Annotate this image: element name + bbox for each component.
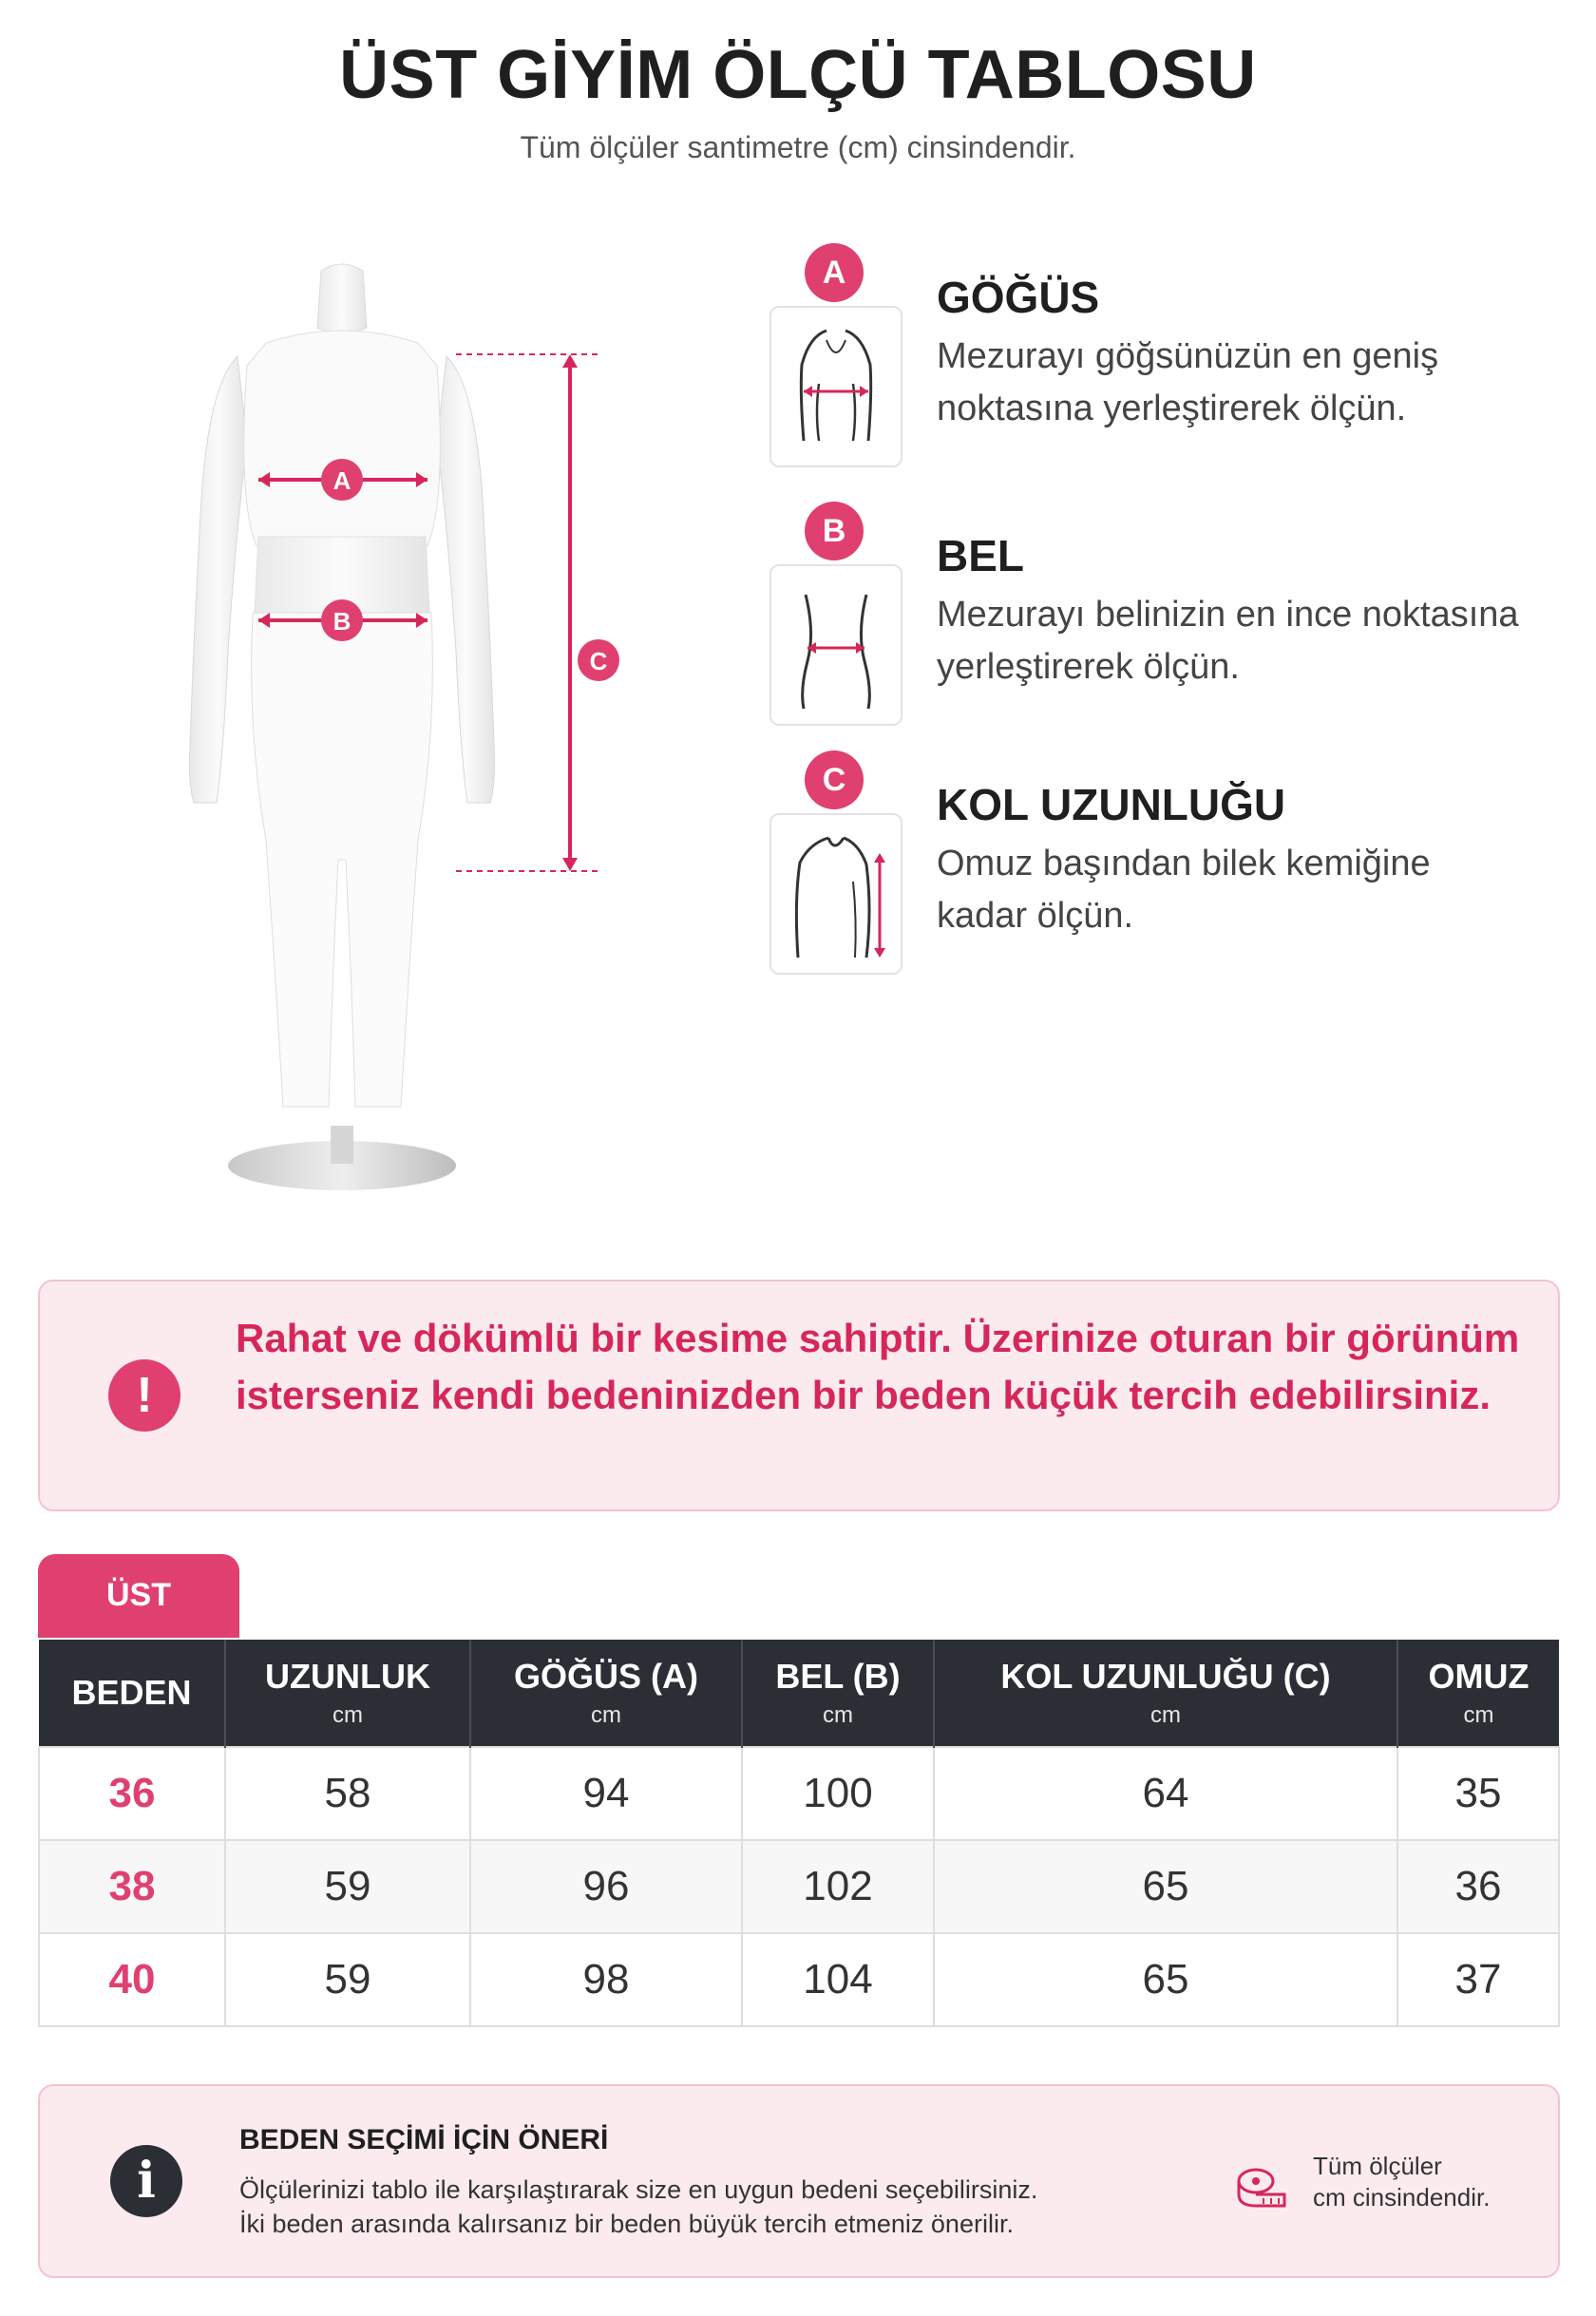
description-line: noktasına yerleştirerek ölçün.: [937, 389, 1407, 428]
units-note-line: cm cinsindendir.: [1313, 2183, 1491, 2212]
badge-a: A: [805, 243, 864, 302]
header-omuz: OMUZ cm: [1397, 1640, 1559, 1747]
badge-b: B: [805, 502, 864, 560]
sleeve-measure-icon: [770, 813, 902, 975]
measurement-sleeve: [770, 750, 1568, 988]
table-cell: 64: [934, 1747, 1397, 1840]
description-line: Mezurayı göğsünüzün en geniş: [937, 336, 1439, 376]
table-row: [39, 1747, 1559, 1840]
tab-ust[interactable]: ÜST: [38, 1554, 239, 1638]
table-cell: 65: [934, 1933, 1397, 2026]
waist-measure-icon: [770, 564, 902, 726]
page-subtitle: Tüm ölçüler santimetre (cm) cinsindendir.: [520, 130, 1076, 164]
badge-c: C: [805, 750, 864, 809]
units-note-line: Tüm ölçüler: [1313, 2152, 1442, 2180]
size-cell: 36: [39, 1747, 225, 1840]
measuring-tape-icon: [1235, 2160, 1288, 2213]
fit-notice-text: Rahat ve dökümlü bir kesime sahiptir. Üzerinize oturan bir görünüm isterseniz kendi bedeninizden bir beden küçük tercih edebilirsiniz.: [236, 1316, 1520, 1417]
measurement-title: BEL: [937, 531, 1024, 580]
table-cell: 59: [225, 1933, 470, 2026]
table-row: [39, 1933, 1559, 2026]
size-cell: 40: [39, 1933, 225, 2026]
table-cell: 37: [1397, 1933, 1559, 2026]
marker-b-label: B: [332, 607, 352, 636]
info-icon: i: [110, 2145, 182, 2217]
advice-line: İki beden arasında kalırsanız bir beden büyük tercih etmeniz önerilir.: [239, 2210, 1014, 2238]
size-advice: [38, 2084, 1560, 2278]
size-table: [38, 1640, 1560, 2027]
table-cell: 65: [934, 1840, 1397, 1933]
measurement-chest: [770, 243, 1568, 481]
header-gogus: GÖĞÜS (A) cm: [470, 1640, 742, 1747]
marker-a-label: A: [332, 466, 352, 495]
measurement-title: KOL UZUNLUĞU: [937, 780, 1286, 829]
measurement-title: GÖĞÜS: [937, 273, 1100, 322]
measurement-waist: [770, 502, 1568, 739]
size-cell: 38: [39, 1840, 225, 1933]
table-cell: 35: [1397, 1747, 1559, 1840]
table-cell: 96: [470, 1840, 742, 1933]
table-header-row: [39, 1640, 1559, 1747]
exclamation-icon: !: [108, 1359, 180, 1432]
page-title: ÜST GİYİM ÖLÇÜ TABLOSU: [339, 37, 1257, 113]
description-line: Mezurayı belinizin en ince noktasına: [937, 595, 1519, 635]
measurement-description: [937, 331, 1564, 435]
header-beden: BEDEN: [39, 1640, 225, 1747]
chest-measure-icon: [770, 306, 902, 467]
table-cell: 36: [1397, 1840, 1559, 1933]
fit-notice: [38, 1280, 1560, 1511]
table-cell: 100: [742, 1747, 934, 1840]
marker-c-label: C: [589, 647, 608, 675]
table-cell: 104: [742, 1933, 934, 2026]
table-row: [39, 1840, 1559, 1933]
description-line: kadar ölçün.: [937, 896, 1134, 936]
table-cell: 58: [225, 1747, 470, 1840]
table-cell: 98: [470, 1933, 742, 2026]
advice-line: Ölçülerinizi tablo ile karşılaştırarak size en uygun bedeni seçebilirsiniz.: [239, 2175, 1038, 2204]
description-line: Omuz başından bilek kemiğine: [937, 844, 1431, 883]
table-cell: 94: [470, 1747, 742, 1840]
table-cell: 102: [742, 1840, 934, 1933]
measurement-description: [937, 838, 1564, 942]
measurement-description: [937, 589, 1564, 693]
header-kol-uzunlugu: KOL UZUNLUĞU (C) cm: [934, 1640, 1397, 1747]
mannequin-illustration: [152, 252, 636, 1202]
advice-title: BEDEN SEÇİMİ İÇİN ÖNERİ: [239, 2124, 609, 2155]
header-uzunluk: UZUNLUK cm: [225, 1640, 470, 1747]
units-note: [1313, 2151, 1490, 2213]
table-cell: 59: [225, 1840, 470, 1933]
header-bel: BEL (B) cm: [742, 1640, 934, 1747]
description-line: yerleştirerek ölçün.: [937, 647, 1240, 687]
